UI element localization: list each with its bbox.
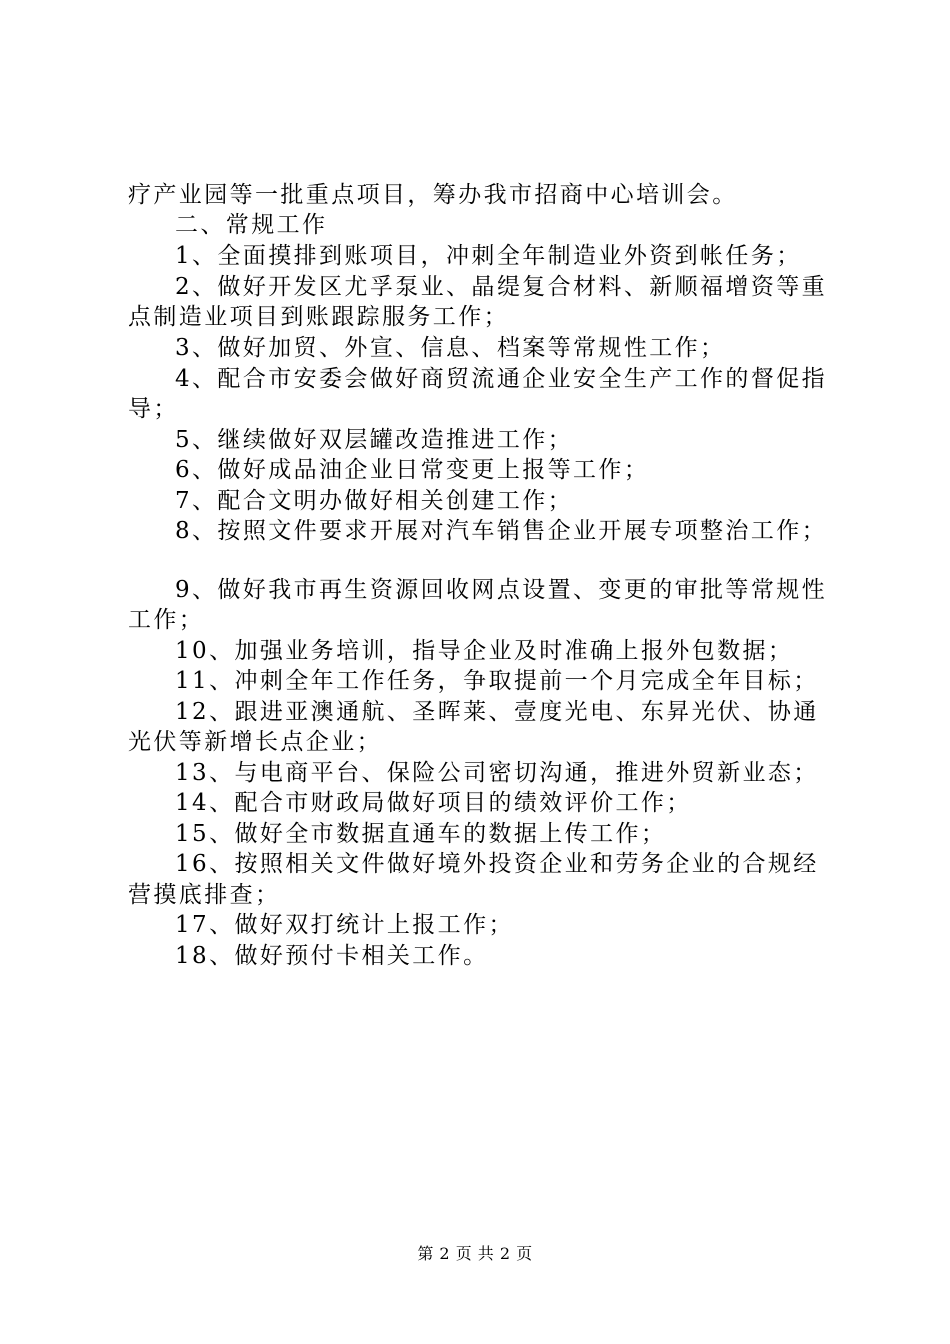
list-item-4: 4、配合市安委会做好商贸流通企业安全生产工作的督促指 <box>175 366 828 392</box>
text-line-1: 疗产业园等一批重点项目，筹办我市招商中心培训会。 <box>128 182 738 208</box>
list-item-10: 10、加强业务培训，指导企业及时准确上报外包数据； <box>175 638 794 664</box>
list-item-14: 14、配合市财政局做好项目的绩效评价工作； <box>175 790 692 816</box>
list-item-6: 6、做好成品油企业日常变更上报等工作； <box>175 457 650 483</box>
list-item-2-cont: 点制造业项目到账跟踪服务工作； <box>128 304 509 330</box>
list-item-9-cont: 工作； <box>128 607 205 633</box>
list-item-15: 15、做好全市数据直通车的数据上传工作； <box>175 821 667 847</box>
list-item-3: 3、做好加贸、外宣、信息、档案等常规性工作； <box>175 335 726 361</box>
list-item-13: 13、与电商平台、保险公司密切沟通，推进外贸新业态； <box>175 760 819 786</box>
list-item-4-cont: 导； <box>128 396 179 422</box>
list-item-16-cont: 营摸底排查； <box>128 882 281 908</box>
list-item-1: 1、全面摸排到账项目，冲刺全年制造业外资到帐任务； <box>175 243 802 269</box>
list-item-12-cont: 光伏等新增长点企业； <box>128 729 382 755</box>
list-item-18: 18、做好预付卡相关工作。 <box>175 943 489 969</box>
section-heading: 二、常规工作 <box>175 212 328 238</box>
list-item-8: 8、按照文件要求开展对汽车销售企业开展专项整治工作； <box>175 518 828 544</box>
list-item-7: 7、配合文明办做好相关创建工作； <box>175 488 574 514</box>
list-item-11: 11、冲刺全年工作任务，争取提前一个月完成全年目标； <box>175 668 819 694</box>
list-item-17: 17、做好双打统计上报工作； <box>175 912 514 938</box>
page-number-footer: 第 2 页 共 2 页 <box>417 1244 533 1263</box>
list-item-5: 5、继续做好双层罐改造推进工作； <box>175 427 574 453</box>
list-item-12: 12、跟进亚澳通航、圣晖莱、壹度光电、东昇光伏、协通 <box>175 699 819 725</box>
list-item-16: 16、按照相关文件做好境外投资企业和劳务企业的合规经 <box>175 851 819 877</box>
list-item-9: 9、做好我市再生资源回收网点设置、变更的审批等常规性 <box>175 577 828 603</box>
list-item-2: 2、做好开发区尤孚泵业、晶缇复合材料、新顺福增资等重 <box>175 274 828 300</box>
